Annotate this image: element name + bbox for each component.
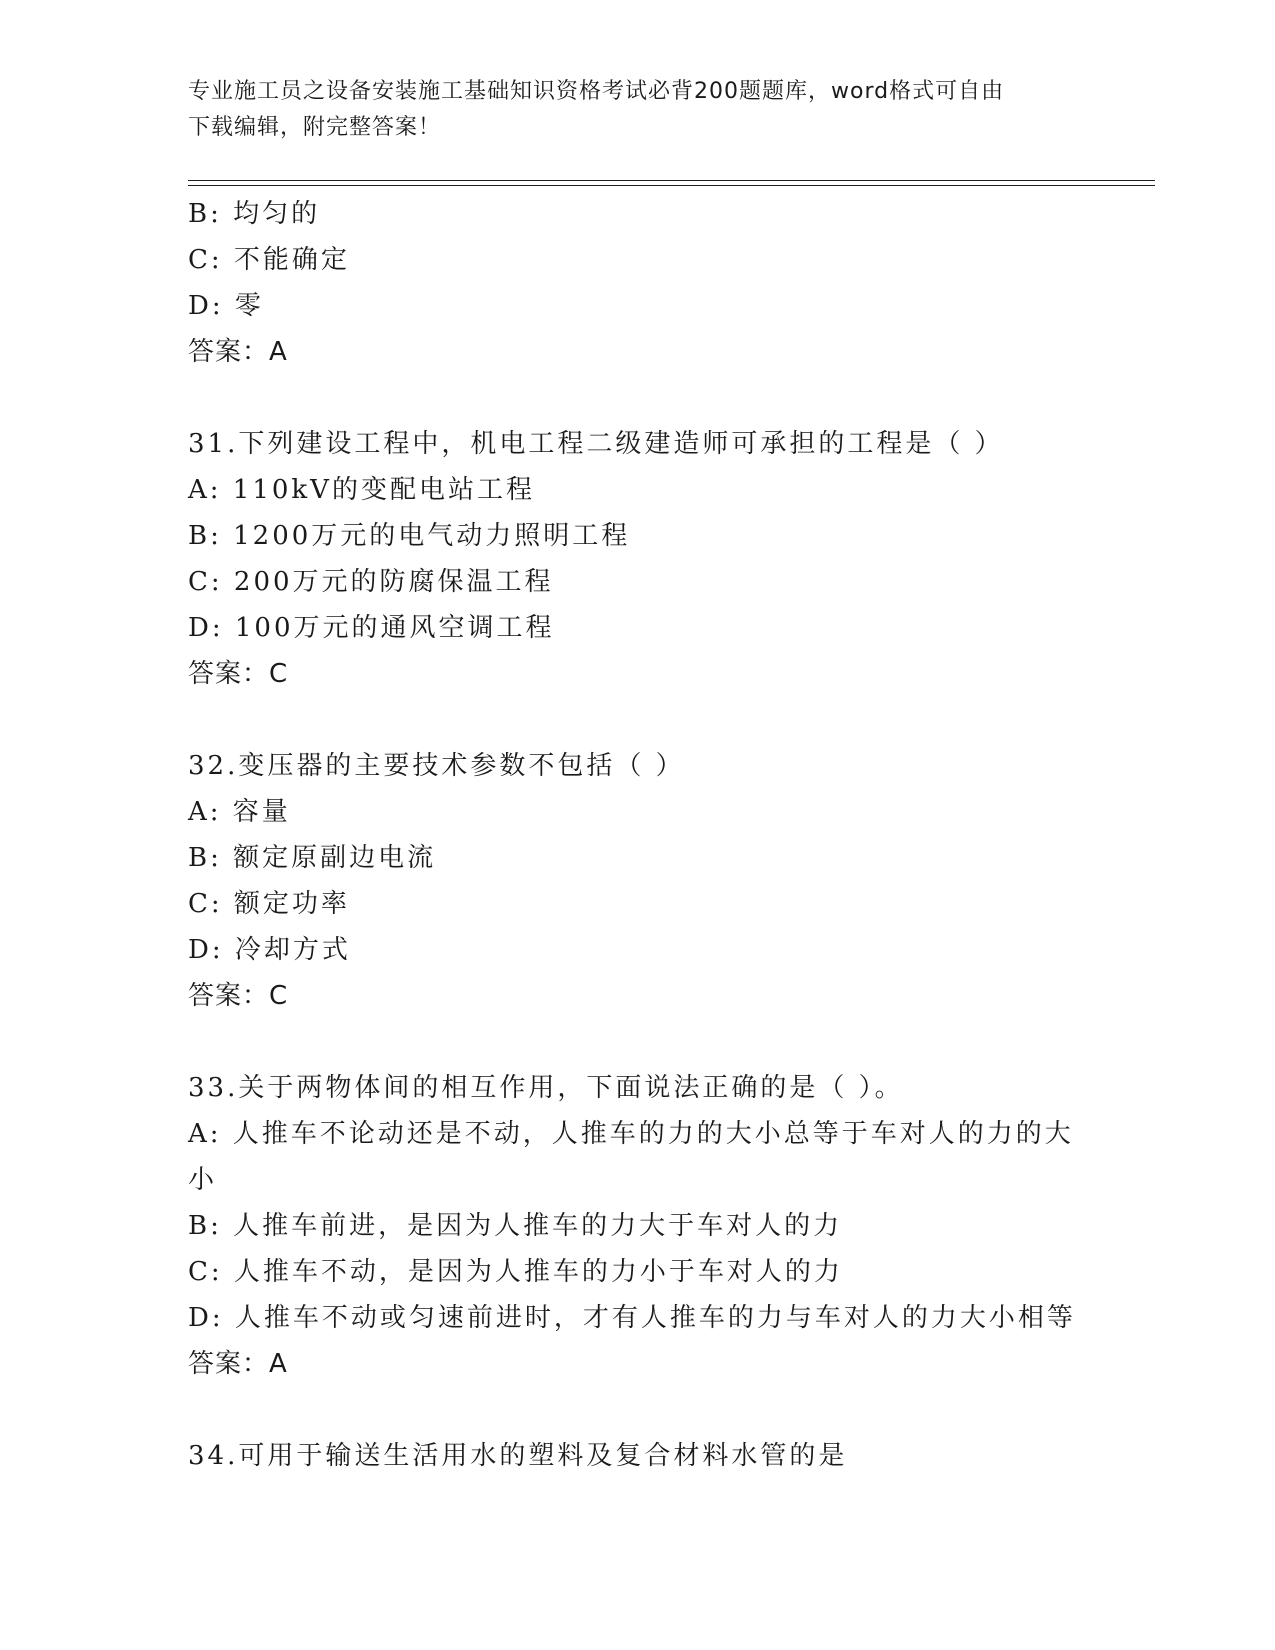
- question-34: [188, 1433, 1088, 1479]
- question-stem: 31.下列建设工程中，机电工程二级建造师可承担的工程是（ ）: [188, 429, 1004, 459]
- question-stem: 33.关于两物体间的相互作用，下面说法正确的是（ ）。: [188, 1073, 904, 1103]
- previous-question-tail: [188, 191, 1088, 375]
- question-31: [188, 421, 1088, 697]
- option-a-continuation: 小: [188, 1165, 218, 1195]
- header-divider-bottom: [188, 185, 1155, 186]
- answer-line: 答案：A: [188, 1349, 288, 1379]
- answer-line: 答案：A: [188, 337, 288, 367]
- option-b: B: 均匀的: [188, 199, 321, 229]
- option-a: A: 110kV的变配电站工程: [188, 475, 535, 505]
- option-c: C: 200万元的防腐保温工程: [188, 567, 554, 597]
- answer-line: 答案：C: [188, 659, 289, 689]
- header-divider-top: [188, 180, 1155, 181]
- answer-line: 答案：C: [188, 981, 289, 1011]
- option-c: C: 额定功率: [188, 889, 350, 919]
- question-stem: 34.可用于输送生活用水的塑料及复合材料水管的是: [188, 1441, 848, 1471]
- option-a: A: 人推车不论动还是不动，人推车的力的大小总等于车对人的力的大: [188, 1119, 1074, 1149]
- header-title-line-1: 专业施工员之设备安装施工基础知识资格考试必背200题题库，word格式可自由: [188, 79, 1005, 104]
- spacer: [188, 1387, 1088, 1433]
- option-d: D: 人推车不动或匀速前进时，才有人推车的力与车对人的力大小相等: [188, 1303, 1076, 1333]
- document-header: [188, 74, 1068, 146]
- option-c: C: 不能确定: [188, 245, 350, 275]
- option-d: D: 100万元的通风空调工程: [188, 613, 555, 643]
- option-b: B: 人推车前进，是因为人推车的力大于车对人的力: [188, 1211, 843, 1241]
- header-title-line-2: 下载编辑，附完整答案！: [188, 115, 442, 140]
- option-b: B: 额定原副边电流: [188, 843, 437, 873]
- option-d: D: 零: [188, 291, 264, 321]
- question-list: [188, 191, 1088, 1479]
- option-c: C: 人推车不动，是因为人推车的力小于车对人的力: [188, 1257, 843, 1287]
- question-33: [188, 1065, 1088, 1387]
- question-stem: 32.变压器的主要技术参数不包括（ ）: [188, 751, 685, 781]
- option-d: D: 冷却方式: [188, 935, 351, 965]
- question-32: [188, 743, 1088, 1019]
- option-a: A: 容量: [188, 797, 291, 827]
- spacer: [188, 375, 1088, 421]
- spacer: [188, 1019, 1088, 1065]
- spacer: [188, 697, 1088, 743]
- option-b: B: 1200万元的电气动力照明工程: [188, 521, 631, 551]
